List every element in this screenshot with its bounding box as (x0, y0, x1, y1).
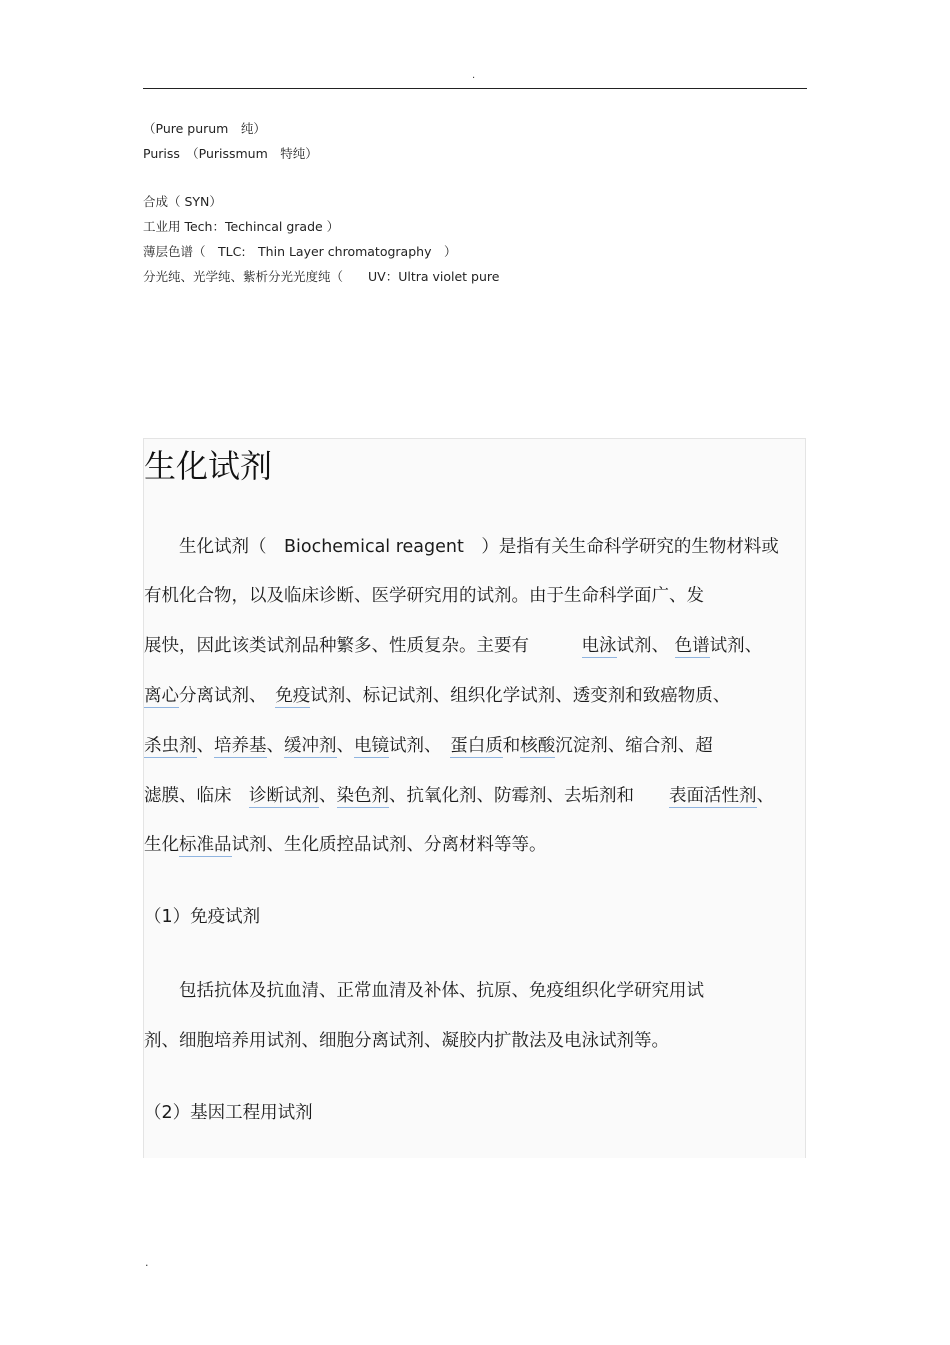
grade-line-tech: 工业用 Tech：Techincal grade ） (143, 219, 340, 234)
link-immune[interactable]: 免疫 (275, 686, 311, 706)
para1-line1: 生化试剂（ Biochemical reagent ）是指有关生命科学研究的生物材料或 (144, 537, 779, 557)
header-rule (143, 88, 807, 89)
text: 试剂、 (616, 636, 675, 656)
text: 试剂、 (389, 736, 451, 756)
text: 、 (756, 786, 774, 806)
link-chromatography[interactable]: 色谱 (674, 636, 710, 656)
link-standard[interactable]: 标准品 (179, 835, 232, 855)
text: 、 (196, 736, 214, 756)
link-insecticide[interactable]: 杀虫剂 (144, 736, 197, 756)
para1-line4 (144, 684, 730, 708)
grade-line-tlc: 薄层色谱（ TLC: Thin Layer chromatography ） (143, 244, 457, 259)
text: 、抗氧化剂、防霉剂、去垢剂和 (389, 786, 669, 806)
text: 和 (502, 736, 521, 756)
para2-line2: 剂、细胞培养用试剂、细胞分离试剂、凝胶内扩散法及电泳试剂等。 (144, 1031, 669, 1051)
link-electron-microscope[interactable]: 电镜 (354, 736, 389, 756)
link-buffer[interactable]: 缓冲剂 (284, 736, 337, 756)
text: 滤膜、临床 (144, 786, 249, 806)
text: 、 (266, 736, 284, 756)
para1-line5 (144, 734, 713, 758)
para1-line6 (144, 784, 774, 808)
text: 展快，因此该类试剂品种繁多、性质复杂。主要有 (144, 636, 582, 656)
text: 沉淀剂、缩合剂、超 (555, 736, 713, 756)
grade-line-pure: （Pure purum 纯） (143, 121, 266, 136)
para1-line3 (144, 634, 762, 658)
para1-line7 (144, 833, 547, 857)
text: 试剂、标记试剂、组织化学试剂、透变剂和致癌物质、 (310, 686, 731, 706)
section-box (143, 438, 806, 1158)
footer-dot: . (145, 1256, 149, 1269)
grade-line-puriss: Puriss （Purissmum 特纯） (143, 146, 318, 161)
para2-line1: 包括抗体及抗血清、正常血清及补体、抗原、免疫组织化学研究用试 (144, 981, 704, 1001)
text: 试剂、 (709, 636, 763, 656)
link-electrophoresis[interactable]: 电泳 (581, 636, 617, 656)
link-nucleic-acid[interactable]: 核酸 (520, 736, 556, 756)
subheading-genetic-engineering: （2）基因工程用试剂 (144, 1103, 313, 1123)
link-surfactant[interactable]: 表面活性剂 (669, 786, 757, 806)
grade-line-uv: 分光纯、光学纯、紫析分光光度纯（ UV：Ultra violet pure (143, 269, 500, 284)
link-protein[interactable]: 蛋白质 (450, 736, 503, 756)
link-stain[interactable]: 染色剂 (336, 786, 389, 806)
text: 生化 (144, 835, 179, 855)
link-centrifuge[interactable]: 离心 (144, 686, 179, 706)
subheading-immune-reagent: （1）免疫试剂 (144, 907, 261, 927)
text: 、 (319, 786, 337, 806)
text: 试剂、生化质控品试剂、分离材料等等。 (231, 835, 547, 855)
link-culture-medium[interactable]: 培养基 (214, 736, 267, 756)
para1-line2: 有机化合物，以及临床诊断、医学研究用的试剂。由于生命科学面广、发 (144, 586, 704, 606)
link-diagnostic-reagent[interactable]: 诊断试剂 (249, 786, 319, 806)
grade-line-syn: 合成（ SYN） (143, 194, 222, 209)
section-title: 生化试剂 (144, 447, 273, 485)
text: 、 (336, 736, 354, 756)
header-dot: . (472, 70, 476, 81)
text: 分离试剂、 (179, 686, 276, 706)
